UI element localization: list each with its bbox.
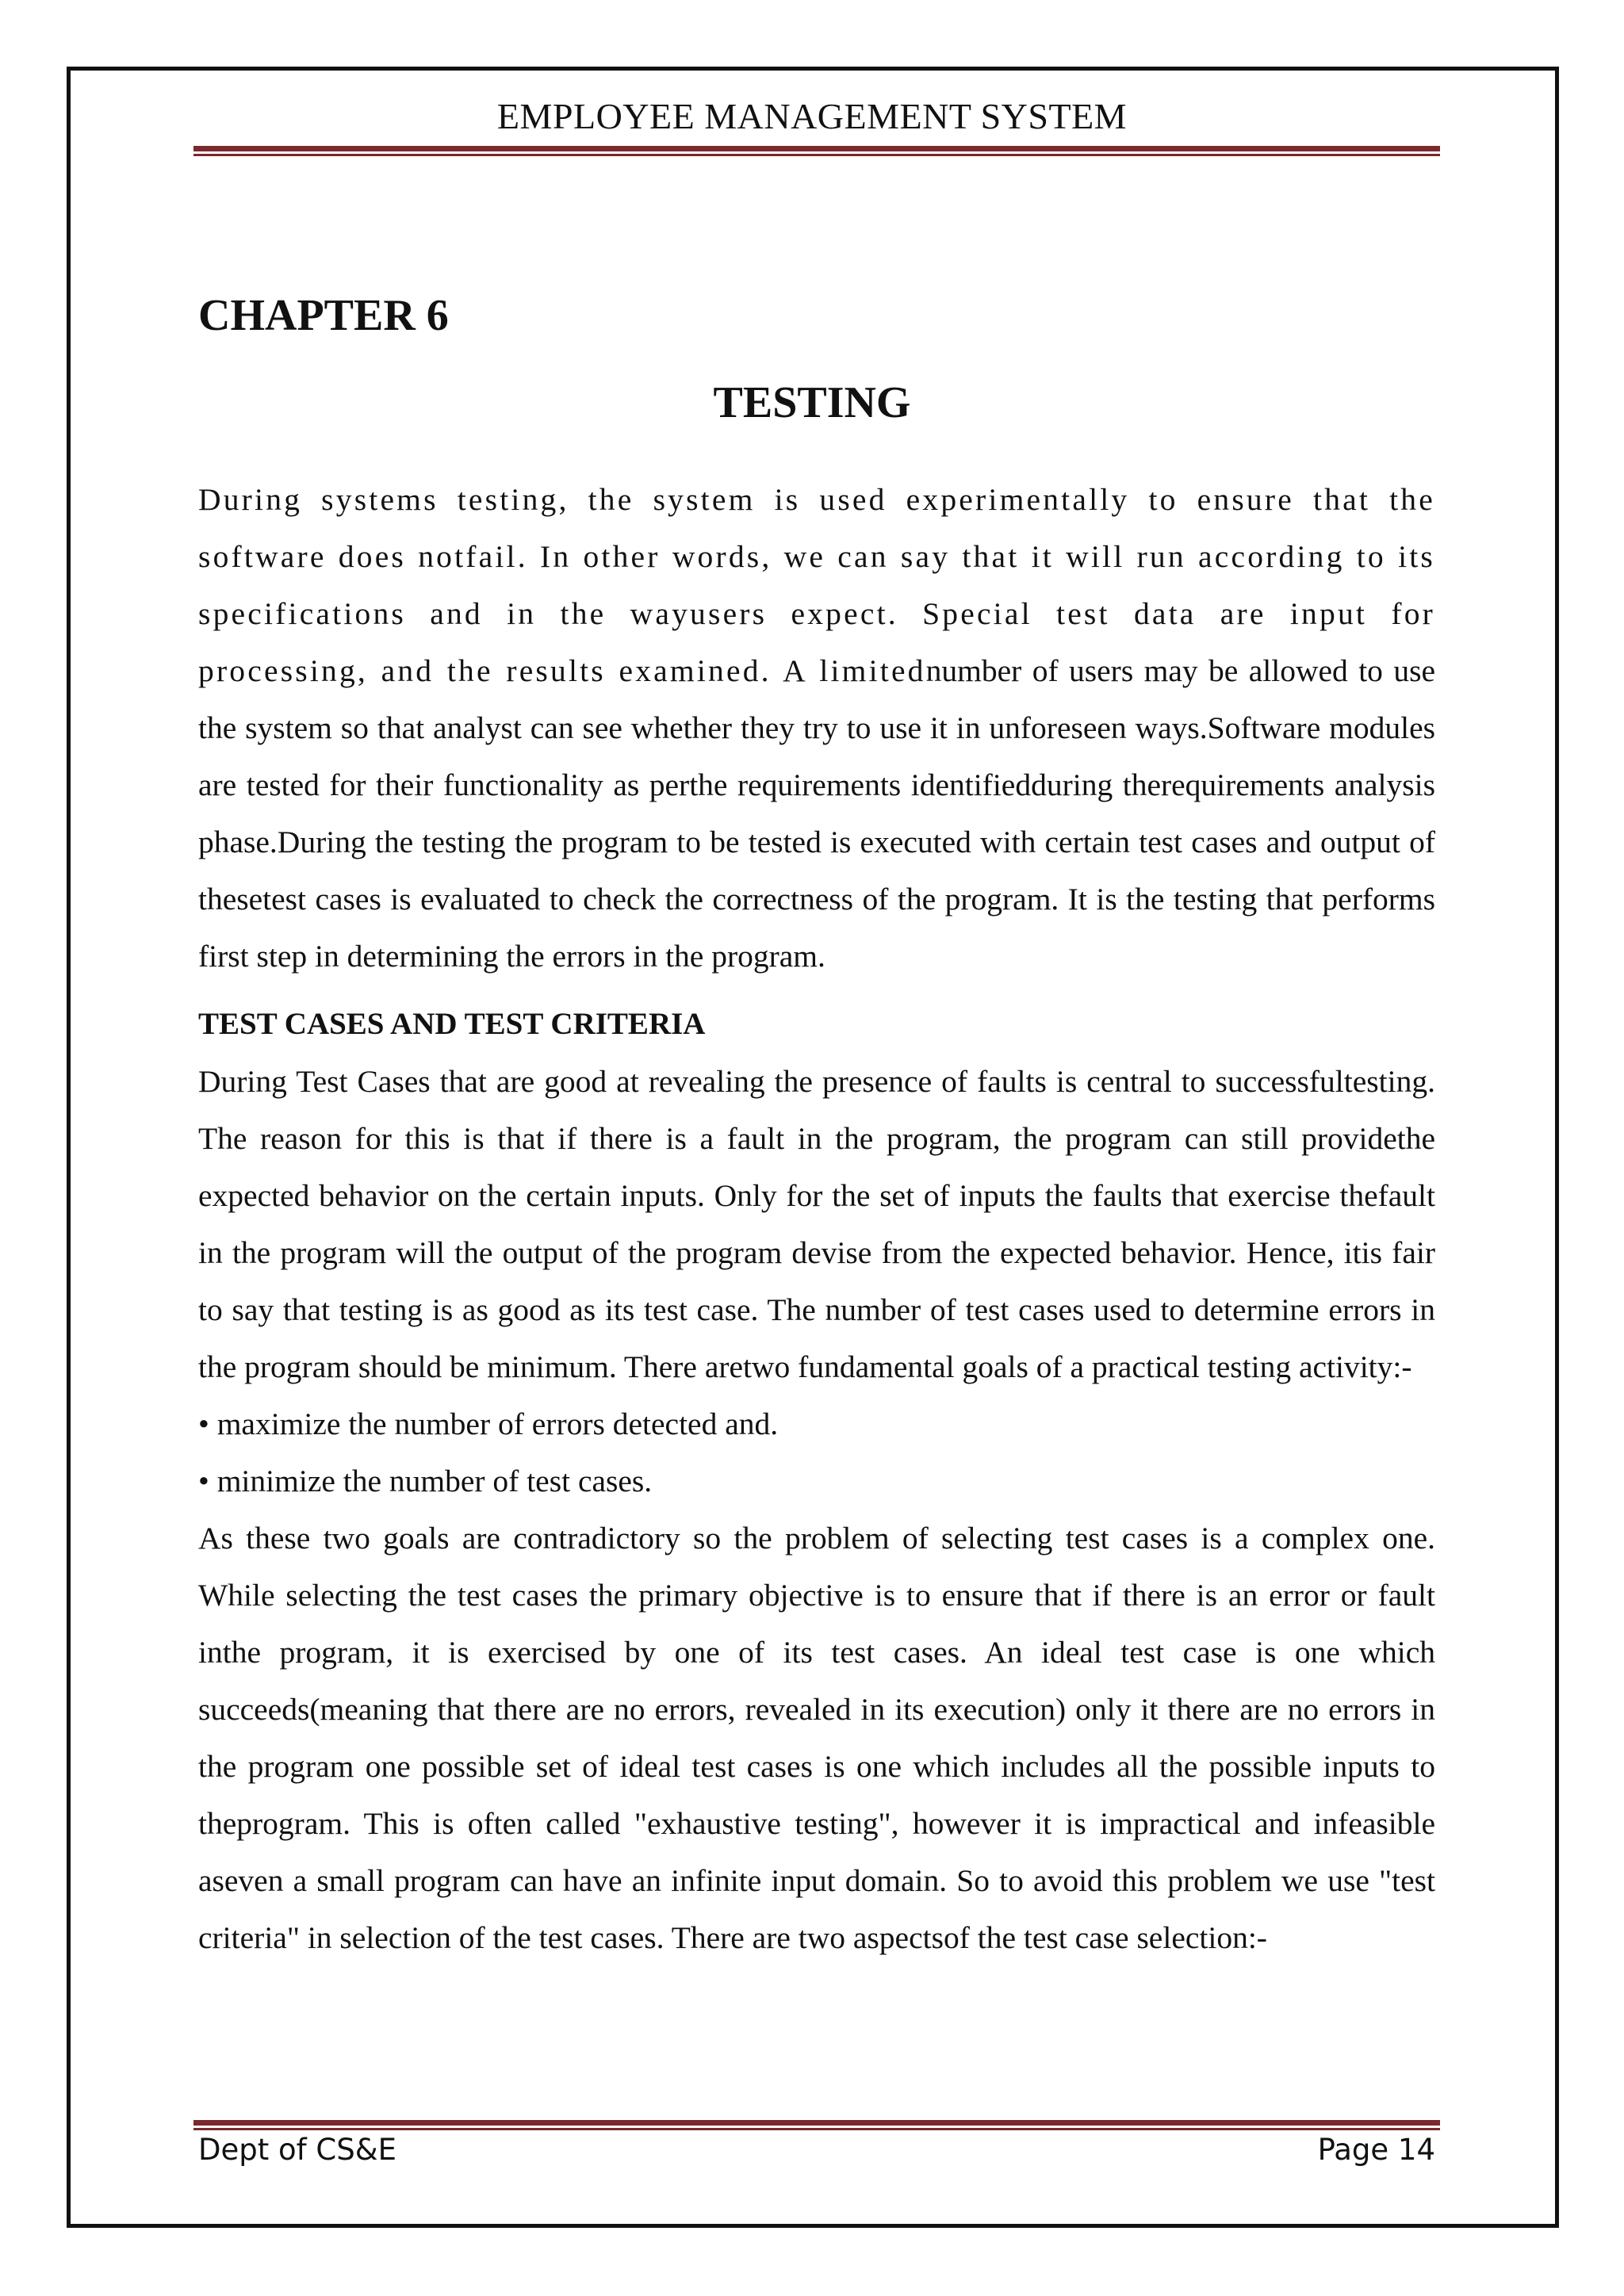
test-cases-paragraph: During Test Cases that are good at revealing the presence of faults is central to successfultesting. The reason for this is that if there is a fault in the program, the program can still providethe expected behavior on the certain inputs. Only for the set of inputs the faults that exercise thefault in the program will the output of the program devise from the expected behavior. Hence, itis fair to say that testing is as good as its test case. The number of test cases used to determine errors in the program should be minimum. There aretwo fundamental goals of a practical testing activity:- xyxy=(198,1064,1435,1384)
test-criteria-paragraph: As these two goals are contradictory so the problem of selecting test cases is a complex one. While selecting the test cases the primary objective is to ensure that if there is an error or fault inthe program, it is exercised by one of its test cases. An ideal test case is one which succeeds(meaning that there are no errors, revealed in its execution) only it there are no errors in the program one possible set of ideal test cases is one which includes all the possible inputs to theprogram. This is often called "exhaustive testing", however it is impractical and infeasible aseven a small program can have an infinite input domain. So to avoid this problem we use "test criteria" in selection of the test cases. There are two aspectsof the test case selection:- xyxy=(198,1521,1435,1955)
intro-paragraph xyxy=(198,471,1435,985)
running-header: EMPLOYEE MANAGEMENT SYSTEM xyxy=(496,96,1128,136)
section-subheading: TEST CASES AND TEST CRITERIA xyxy=(198,1007,706,1041)
intro-paragraph-rest: number of users may be allowed to use the system so that analyst can see whether they try to use it in unforeseen ways.Software modules are tested for their functionality as perthe requirements identifiedduring therequirements analysis phase.During the testing the program to be tested is executed with certain test cases and output of thesetest cases is evaluated to check the correctness of the program. It is the testing that performs first step in determining the errors in the program. xyxy=(198,653,1435,974)
body-content xyxy=(198,471,1435,1966)
footer-department: Dept of CS&E xyxy=(198,2133,396,2167)
bullet-item: • minimize the number of test cases. xyxy=(198,1464,653,1498)
footer-page-number: Page 14 xyxy=(1317,2133,1435,2167)
footer-rule xyxy=(193,2120,1440,2130)
chapter-label: CHAPTER 6 xyxy=(198,291,449,340)
header-rule xyxy=(193,146,1440,156)
bullet-item: • maximize the number of errors detected and. xyxy=(198,1406,779,1441)
chapter-title: TESTING xyxy=(713,378,911,427)
intro-paragraph-spaced: During systems testing, the system is used experimentally to ensure that the software does notfail. In other words, we can say that it will run according to its specifications and in the wayusers expect. Special test data are input for processing, and the results examined. A limited xyxy=(198,482,1435,688)
